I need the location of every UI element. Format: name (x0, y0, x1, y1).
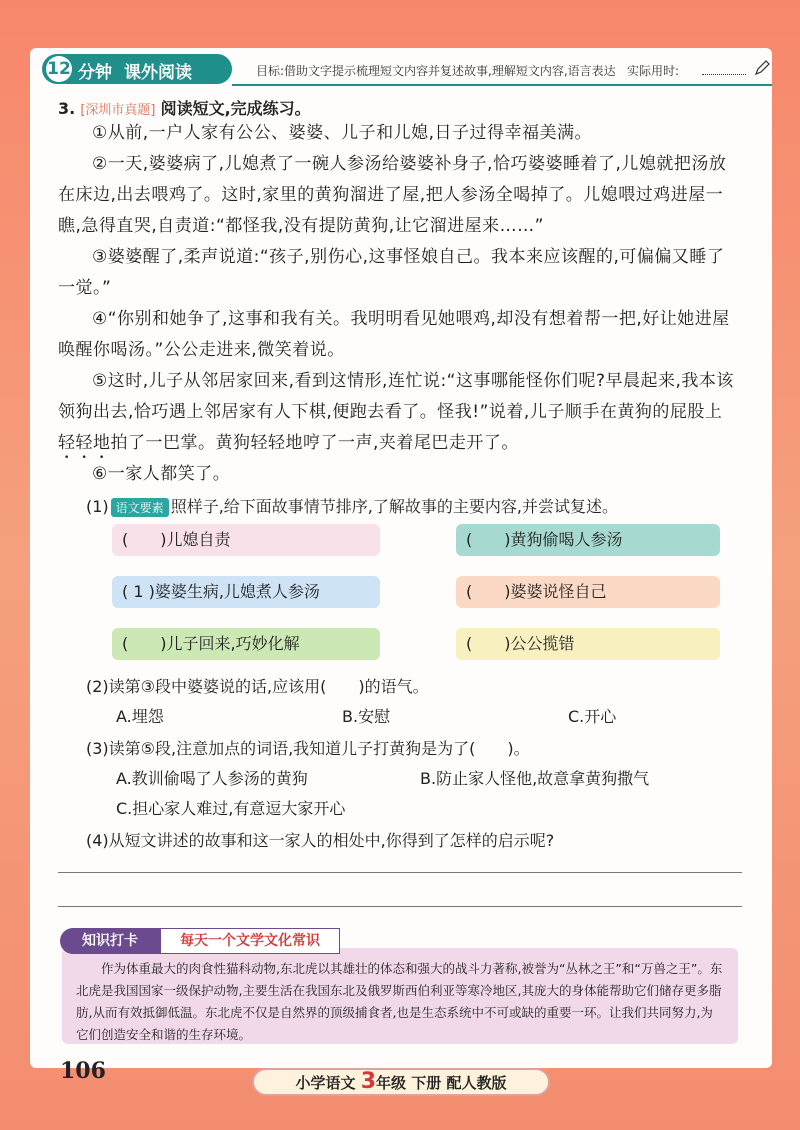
footer-edition: 配人教版 (446, 1074, 507, 1092)
q3-choice-c[interactable]: C.担心家人难过,有意逗大家开心 (116, 799, 346, 818)
emphasized-word: 轻轻地 (58, 433, 111, 453)
q4-prompt: (4)从短文讲述的故事和这一家人的相处中,你得到了怎样的启示呢? (86, 831, 555, 850)
passage-p4: ④“你别和她争了,这事和我有关。我明明看见她喂鸡,却没有想着帮一把,好让她进屋唤醒你喝汤。”公公走进来,微笑着说。 (58, 309, 730, 360)
passage-p5-a: ⑤这时,儿子从邻居家回来,看到这情形,连忙说:“这事哪能怪你们呢?早晨起来,我本该领狗出去,恰巧遇上邻居家有人下棋,便跑去看了。怪我!”说着,儿子顺手在黄狗的屁股上 (58, 371, 734, 422)
order-option-5[interactable]: ( )儿子回来,巧妙化解 (112, 628, 380, 660)
q1-tag: 语文要素 (111, 498, 169, 517)
time-blank[interactable] (702, 74, 746, 75)
q2-choice-c[interactable]: C.开心 (568, 707, 617, 726)
q1-number: (1) (86, 497, 109, 516)
passage-p5-c: 拍了一巴掌。黄狗轻轻地哼了一声,夹着尾巴走开了。 (110, 433, 519, 453)
question-number: 3. (58, 99, 76, 118)
q3-choice-b[interactable]: B.防止家人怪他,故意拿黄狗撒气 (420, 769, 650, 788)
section-badge (42, 54, 232, 84)
badge-number: 12 (46, 56, 72, 82)
badge-unit: 分钟 (78, 63, 112, 83)
q3-choice-a[interactable]: A.教训偷喝了人参汤的黄狗 (116, 769, 308, 788)
knowledge-card-label: 知识打卡 (60, 928, 160, 954)
header-rule (232, 84, 772, 86)
footer-grade: 年级 (376, 1074, 407, 1092)
passage-p1: ①从前,一户人家有公公、婆婆、儿子和儿媳,日子过得幸福美满。 (92, 123, 593, 143)
passage-p2: ②一天,婆婆病了,儿媳煮了一碗人参汤给婆婆补身子,恰巧婆婆睡着了,儿媳就把汤放在床边,出去喂鸡了。这时,家里的黄狗溜进了屋,把人参汤全喝掉了。儿媳喂过鸡进屋一瞧,急得直哭,自责道:“都怪我,没有提防黄狗,让它溜进屋来……” (58, 154, 727, 236)
q1-text: 照样子,给下面故事情节排序,了解故事的主要内容,并尝试复述。 (170, 497, 618, 516)
section-header (42, 54, 752, 88)
q2-choice-a[interactable]: A.埋怨 (116, 707, 164, 726)
knowledge-card-body: 作为体重最大的肉食性猫科动物,东北虎以其雄壮的体态和强大的战斗力著称,被誉为“丛林之王”和“万兽之王”。东北虎是我国国家一级保护动物,主要生活在我国东北及俄罗斯西伯利亚等寒冷地区,其庞大的身体能帮助它们储存更多脂肪,从而有效抵御低温。东北虎不仅是自然界的顶级捕食者,也是生态系统中不可或缺的重要一环。让我们共同努力,为它们创造安全和谐的生存环境。 (62, 948, 738, 1044)
knowledge-card-tab (60, 928, 350, 954)
order-option-1[interactable]: ( )儿媳自责 (112, 524, 380, 556)
knowledge-card-subtitle: 每天一个文学文化常识 (160, 928, 340, 954)
q3-prompt: (3)读第⑤段,注意加点的词语,我知道儿子打黄狗是为了( )。 (86, 739, 530, 758)
goal-text: 目标:借助文字提示梳理短文内容并复述故事,理解短文内容,语言表达 (256, 64, 616, 78)
footer-grade-number: 3 (360, 1069, 377, 1094)
question-title (58, 96, 311, 119)
footer-term: 下册 (411, 1074, 442, 1092)
passage-p6: ⑥一家人都笑了。 (92, 464, 231, 484)
question-source: [深圳市真题] (80, 103, 156, 118)
q1-prompt (86, 494, 618, 517)
page-number: 106 (60, 1058, 106, 1084)
time-label: 实际用时: (627, 64, 680, 78)
order-option-2[interactable]: ( )黄狗偷喝人参汤 (456, 524, 720, 556)
q2-choice-b[interactable]: B.安慰 (342, 707, 391, 726)
order-option-4[interactable]: ( )婆婆说怪自己 (456, 576, 720, 608)
q2-prompt: (2)读第③段中婆婆说的话,应该用( )的语气。 (86, 677, 429, 696)
answer-line-2[interactable] (58, 906, 742, 907)
order-option-3[interactable]: ( 1 )婆婆生病,儿媳煮人参汤 (112, 576, 380, 608)
pencil-icon (754, 60, 770, 76)
order-option-6[interactable]: ( )公公揽错 (456, 628, 720, 660)
footer-subject: 小学语文 (295, 1074, 356, 1092)
question-instruction: 阅读短文,完成练习。 (160, 99, 311, 118)
book-footer (252, 1068, 550, 1096)
passage-p5 (58, 366, 738, 463)
badge-title: 课外阅读 (124, 63, 192, 83)
passage-p3: ③婆婆醒了,柔声说道:“孩子,别伤心,这事怪娘自己。我本来应该醒的,可偏偏又睡了一觉。” (58, 247, 725, 298)
answer-line-1[interactable] (58, 872, 742, 873)
